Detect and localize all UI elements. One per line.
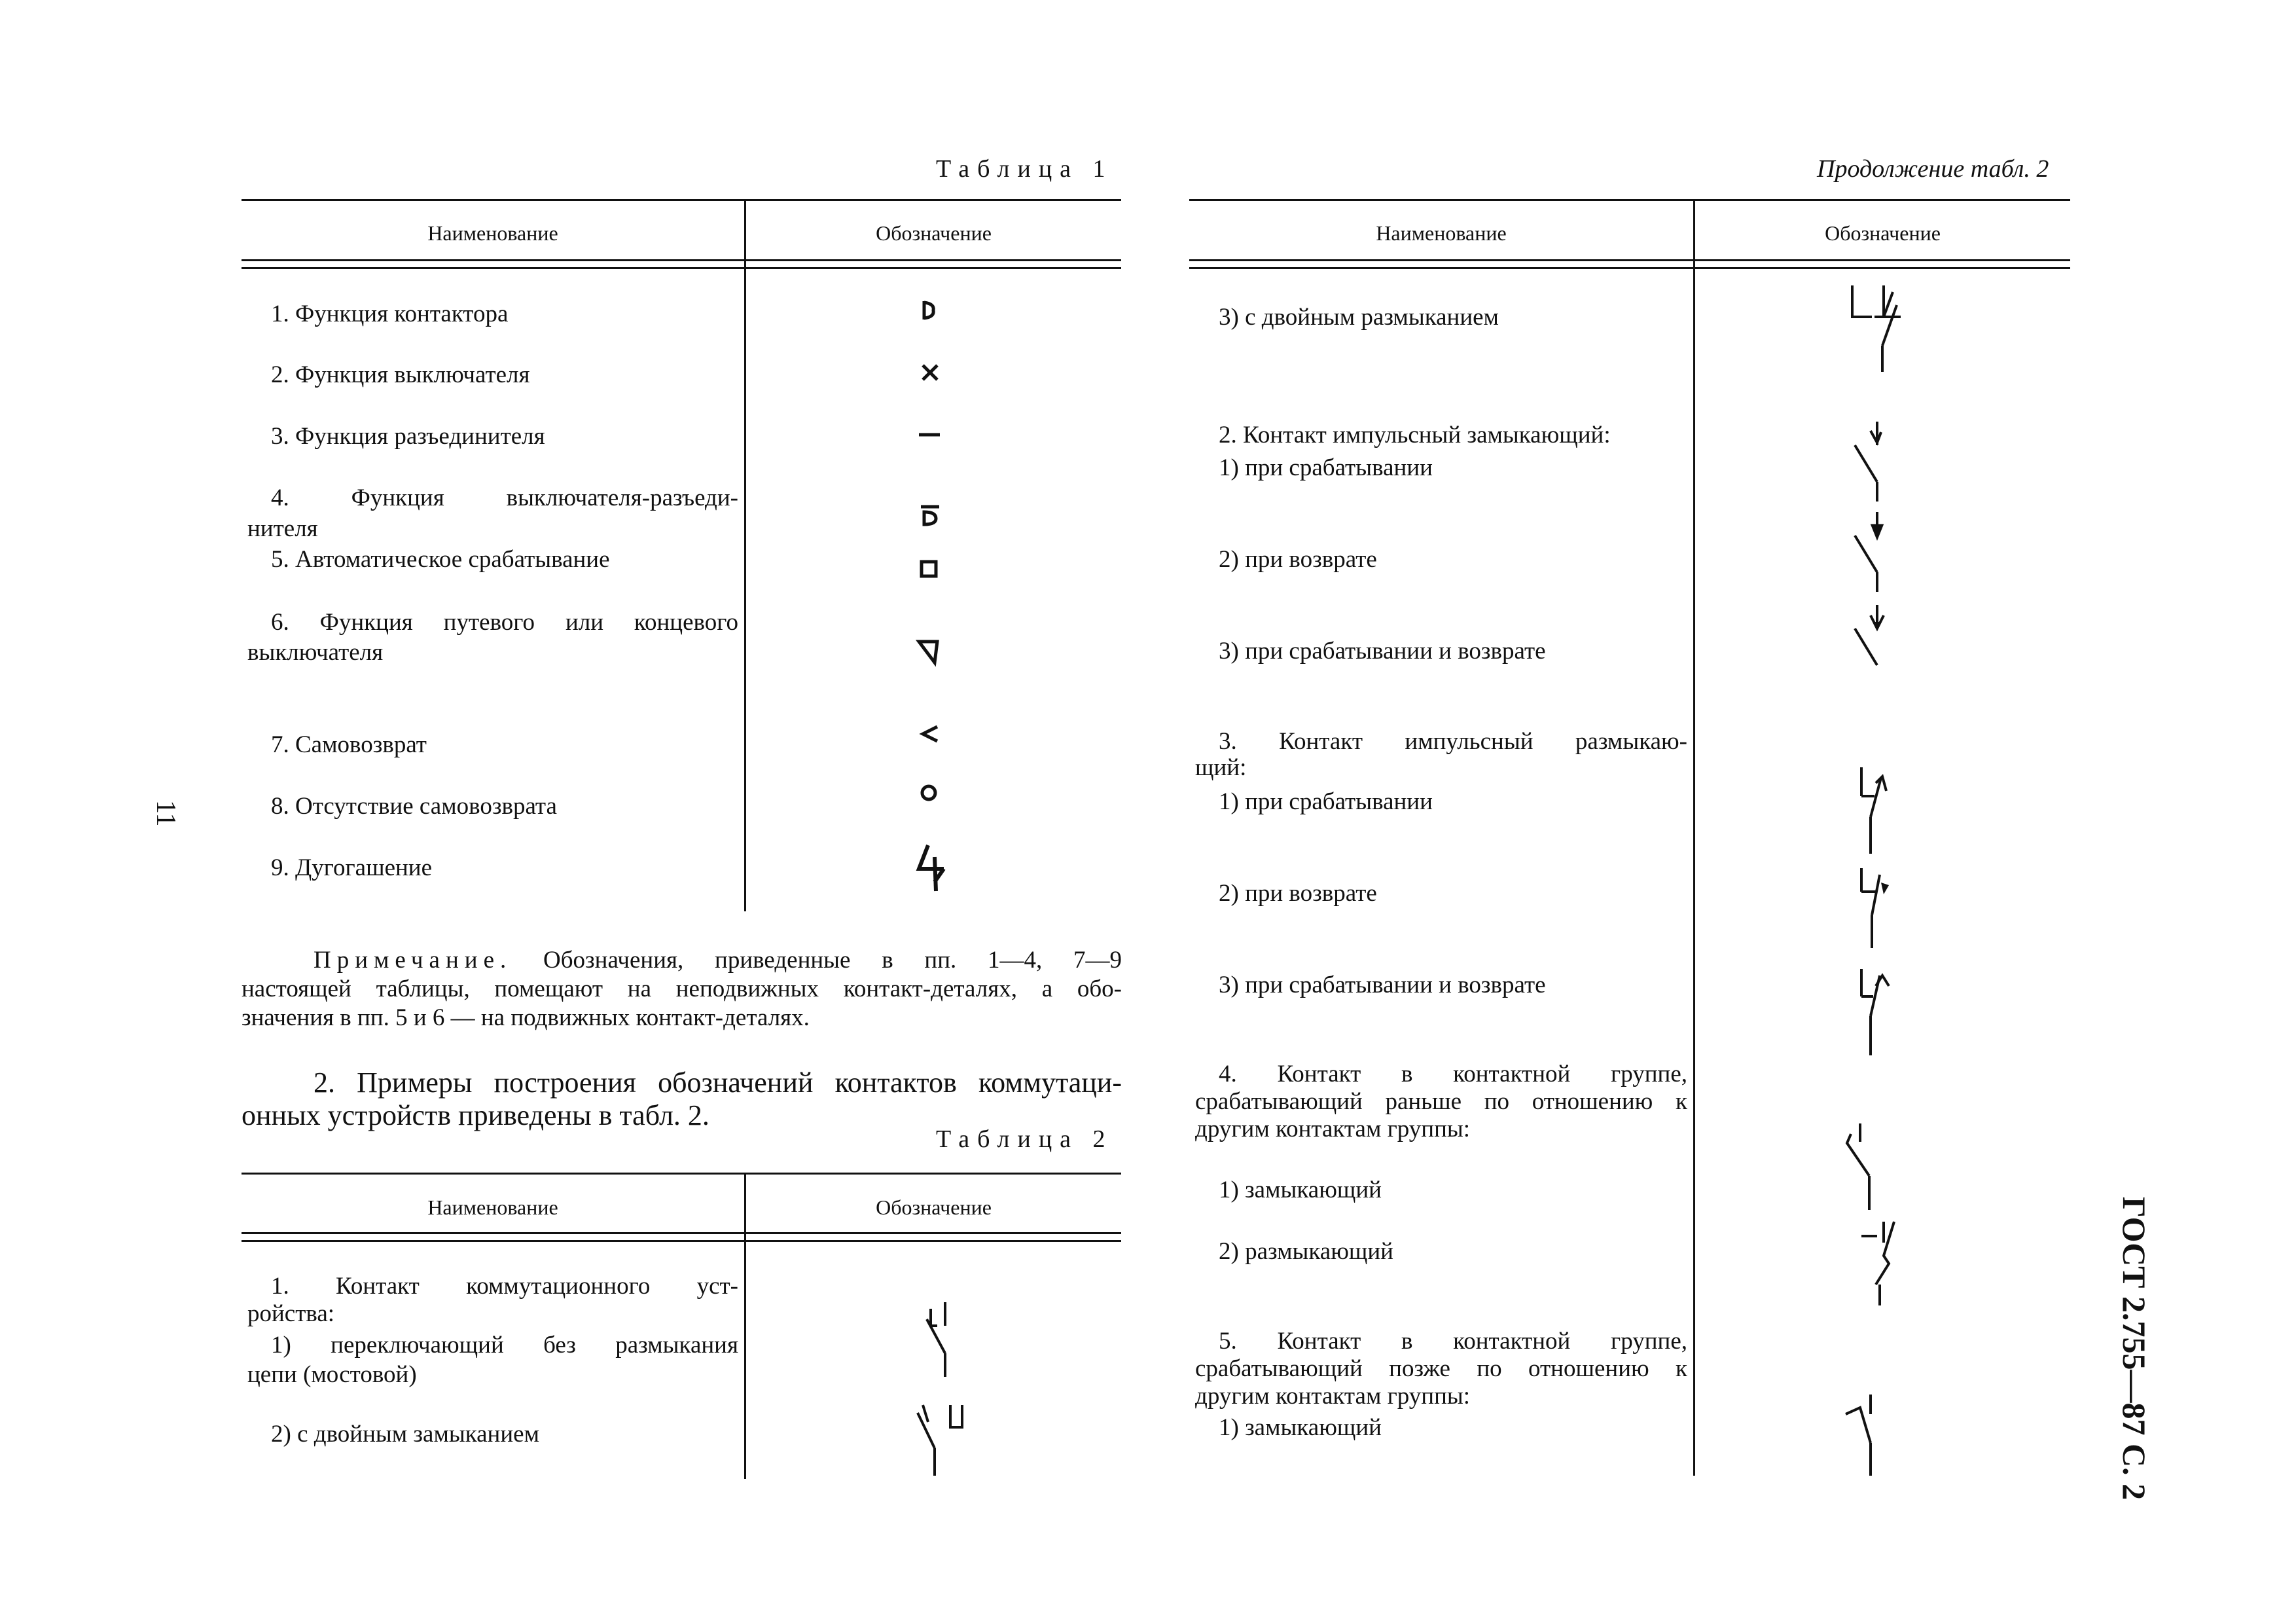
note-line-1: [314, 947, 1122, 974]
early-contact-title-line1: 4. Контакт в контактной группе,: [1219, 1061, 1687, 1087]
pulse-break-contact-title-line1: 3. Контакт импульсный размыкаю-: [1219, 728, 1687, 755]
early-contact-title-line2: срабатывающий раньше по отношению к: [1195, 1088, 1687, 1115]
note-line-3: значения в пп. 5 и 6 — на подвижных контакт-деталях.: [242, 1004, 810, 1031]
note-line-1-rest: Обозначения, приведенные в пп. 1—4, 7—9: [543, 947, 1122, 974]
pulse-break-on-return-icon: [1852, 866, 1898, 951]
right-table-header-name: Наименование: [1376, 221, 1507, 245]
right-table-header-rule: [1189, 259, 2070, 269]
pulse-break-on-operation-label: 1) при срабатывании: [1219, 788, 1433, 815]
table1-caption: Таблица 1: [936, 155, 1113, 183]
table1-row-4-line2: нителя: [247, 515, 318, 542]
right-table-column-divider: [1693, 199, 1695, 1476]
position-limit-switch-icon: [916, 639, 940, 665]
table2-top-rule: [242, 1173, 1121, 1175]
switch-disconnector-function-icon: [919, 504, 941, 526]
pulse-make-contact-title: 2. Контакт импульсный замыкающий:: [1219, 422, 1611, 448]
pulse-break-on-operation-icon: [1852, 765, 1898, 856]
switch-function-icon: [920, 363, 940, 382]
table1-row-2: 2. Функция выключателя: [271, 361, 530, 388]
early-make-label: 1) замыкающий: [1219, 1176, 1382, 1203]
right-table-top-rule: [1189, 199, 2070, 201]
pulse-make-on-operation-icon: [1851, 419, 1897, 504]
late-make-contact-icon: [1842, 1391, 1888, 1482]
table1-row-8: 8. Отсутствие самовозврата: [271, 793, 557, 820]
late-contact-title-line3: другим контактам группы:: [1195, 1383, 1471, 1410]
table1-top-rule: [242, 199, 1121, 201]
early-make-contact-icon: [1840, 1121, 1886, 1213]
pulse-break-on-return-label: 2) при возврате: [1219, 880, 1377, 907]
pulse-make-on-operation-label: 1) при срабатывании: [1219, 454, 1433, 481]
early-contact-title-line3: другим контактам группы:: [1195, 1116, 1471, 1142]
table2-caption: Таблица 2: [936, 1125, 1113, 1153]
contactor-function-icon: [919, 299, 939, 322]
double-make-contact-icon: [915, 1400, 967, 1478]
table1-row-1: 1. Функция контактора: [271, 301, 509, 327]
table1-row-7: 7. Самовозврат: [271, 731, 427, 758]
table1-row-9: 9. Дугогашение: [271, 854, 433, 881]
pulse-make-on-return-label: 2) при возврате: [1219, 546, 1377, 573]
note-line-2: настоящей таблицы, помещают на неподвижных контакт-деталях, а обо-: [242, 976, 1122, 1002]
table1-row-6-line2: выключателя: [247, 639, 384, 666]
paragraph-2-line-1: 2. Примеры построения обозначений контактов коммутаци-: [314, 1067, 1122, 1099]
page-number: 11: [151, 800, 181, 827]
arc-extinguishing-icon: [915, 843, 948, 894]
double-break-label: 3) с двойным размыканием: [1219, 304, 1499, 331]
table2-row-1-line1: 1. Контакт коммутационного уст-: [271, 1273, 738, 1300]
no-self-return-icon: [919, 783, 939, 803]
table1-header-rule: [242, 259, 1121, 269]
table1-header-symbol: Обозначение: [876, 221, 992, 245]
table1-header-name: Наименование: [427, 221, 558, 245]
pulse-make-both-label: 3) при срабатывании и возврате: [1219, 638, 1546, 665]
note-label: Примечание.: [314, 947, 512, 974]
table2-row-1b: 2) с двойным замыканием: [271, 1421, 539, 1448]
pulse-break-both-label: 3) при срабатывании и возврате: [1219, 972, 1546, 998]
double-break-contact-icon: [1846, 283, 1905, 374]
pulse-make-on-return-icon: [1851, 509, 1897, 594]
pulse-break-both-icon: [1852, 966, 1898, 1058]
early-break-label: 2) размыкающий: [1219, 1238, 1393, 1265]
table2-header-name: Наименование: [427, 1195, 558, 1219]
table2-header-rule: [242, 1232, 1121, 1242]
automatic-operation-icon: [919, 559, 939, 579]
standard-reference: ГОСТ 2.755—87 С. 2: [2116, 1197, 2153, 1501]
self-return-icon: [920, 724, 940, 744]
table2-row-1-line2: ройства:: [247, 1300, 335, 1327]
changeover-bridge-contact-icon: [907, 1300, 960, 1378]
table1-column-divider: [744, 199, 746, 911]
table1-row-4-line1: 4. Функция выключателя-разъеди-: [271, 484, 738, 511]
table2-header-symbol: Обозначение: [876, 1195, 992, 1219]
table1-row-3: 3. Функция разъединителя: [271, 423, 545, 450]
early-break-contact-icon: [1856, 1216, 1902, 1308]
paragraph-2-line-2: онных устройств приведены в табл. 2.: [242, 1099, 709, 1131]
right-table-header-symbol: Обозначение: [1825, 221, 1941, 245]
table2-column-divider: [744, 1173, 746, 1479]
table2-continuation-caption: Продолжение табл. 2: [1817, 155, 2049, 183]
disconnector-function-icon: [918, 431, 941, 439]
table1-row-5: 5. Автоматическое срабатывание: [271, 546, 610, 573]
table2-row-1a-line2: цепи (мостовой): [247, 1361, 417, 1388]
table2-row-1a-line1: 1) переключающий без размыкания: [271, 1332, 738, 1359]
late-make-label: 1) замыкающий: [1219, 1414, 1382, 1441]
late-contact-title-line1: 5. Контакт в контактной группе,: [1219, 1328, 1687, 1355]
pulse-break-contact-title-line2: щий:: [1195, 754, 1247, 781]
late-contact-title-line2: срабатывающий позже по отношению к: [1195, 1355, 1687, 1382]
pulse-make-both-icon: [1851, 602, 1897, 687]
table1-row-6-line1: 6. Функция путевого или концевого: [271, 609, 738, 636]
